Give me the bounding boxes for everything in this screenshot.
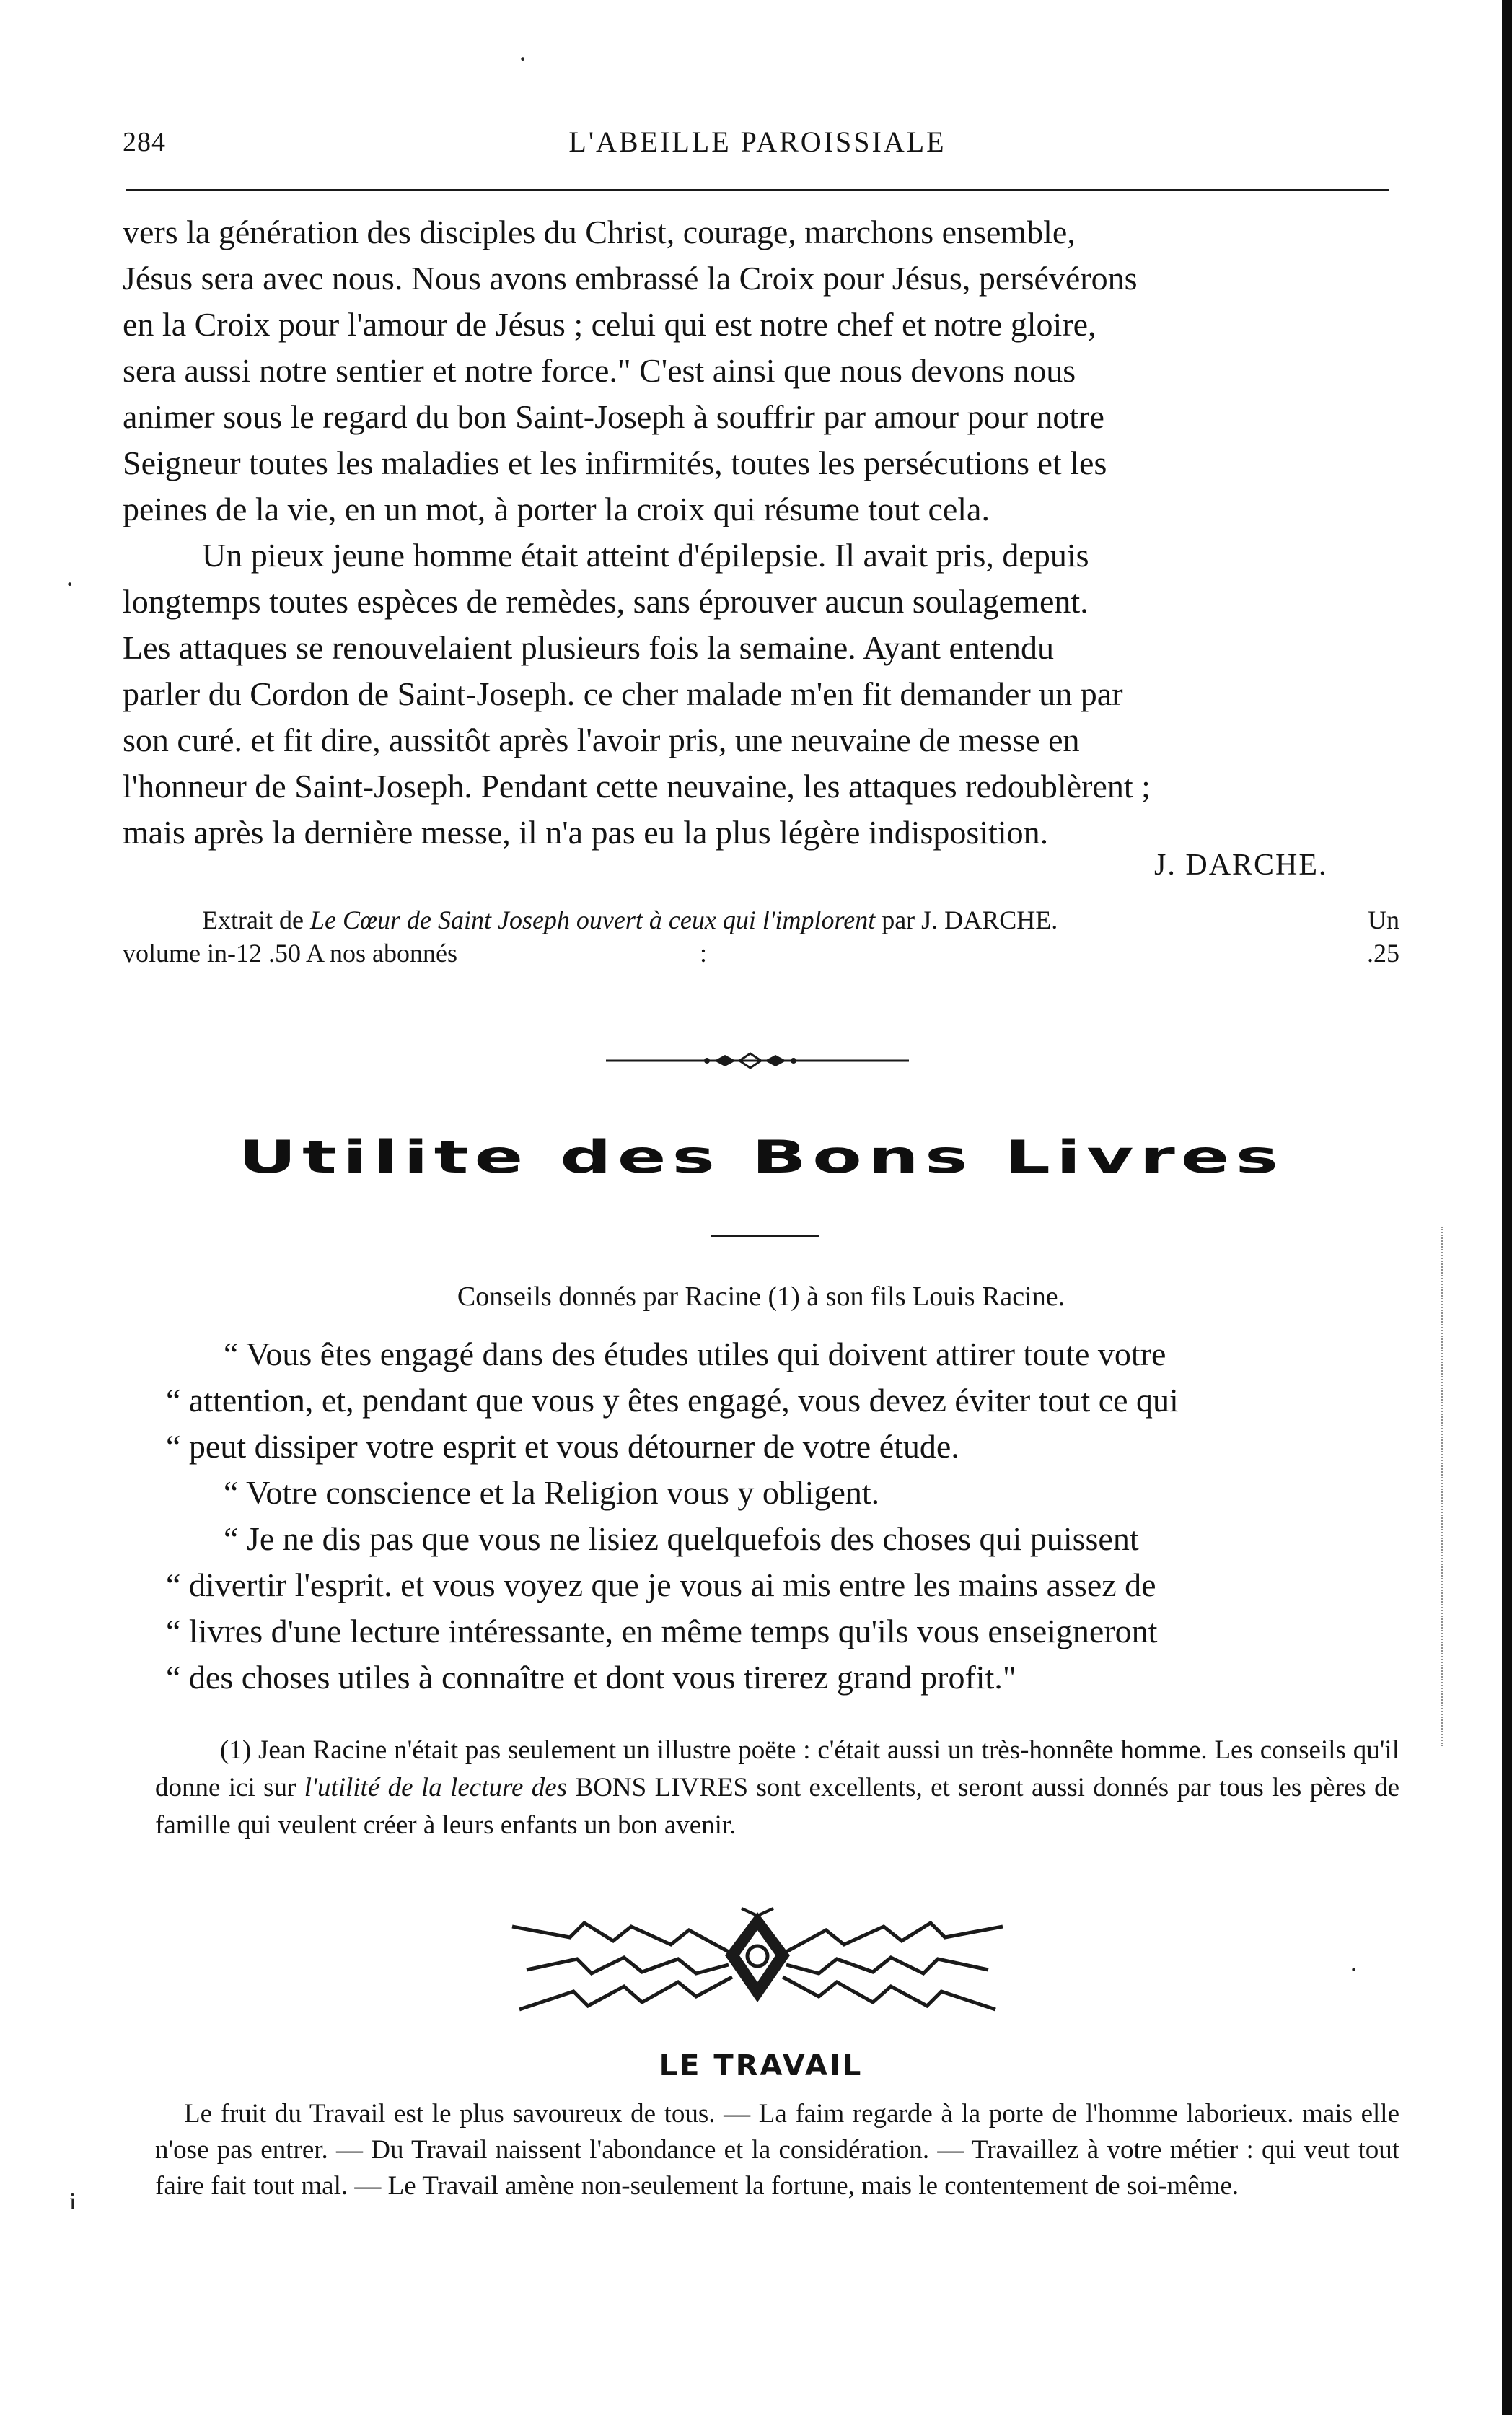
footnote-text: sont excellents, et seront aussi donnés par tous les pères de famille qui veulent créer à leurs enfants un bon avenir. (155, 1773, 1400, 1840)
ink-speck: i (69, 2188, 76, 2215)
racine-quote (123, 1331, 1407, 1701)
text-line: peines de la vie, en un mot, à porter la croix qui résume tout cela. (123, 491, 990, 527)
text-line: mais après la dernière messe, il n'a pas eu la plus légère indisposition. (123, 814, 1049, 851)
section-subtitle: Conseils donnés par Racine (1) à son fils Louis Racine. (457, 1281, 1065, 1312)
running-title: L'ABEILLE PAROISSIALE (568, 126, 946, 158)
extract-prefix: Extrait de (202, 906, 310, 934)
text-line: parler du Cordon de Saint-Joseph. ce cher malade m'en fit demander un par (123, 675, 1123, 712)
text-line: vers la génération des disciples du Christ, courage, marchons ensemble, (123, 214, 1076, 250)
section-title (123, 1115, 1399, 1199)
page-number: 284 (123, 127, 166, 157)
title-underline (711, 1235, 819, 1237)
text-line: Seigneur toutes les maladies et les infirmités, toutes les persécutions et les (123, 444, 1107, 481)
le-travail-paragraph: Le fruit du Travail est le plus savoureux de tous. — La faim regarde à la porte de l'homme laborieux. mais elle n'ose pas entrer. — Du Travail naissent l'abondance et la considération. — Travaillez à votre métier : qui veut tout faire fait tout mal. — Le Travail amène non-seulement la fortune, mais le contentement de soi-même. (155, 2099, 1399, 2201)
text-line: Un pieux jeune homme était atteint d'épilepsie. Il avait pris, depuis (202, 537, 1089, 574)
text-line: sera aussi notre sentier et notre force." C'est ainsi que nous devons nous (123, 352, 1076, 389)
quote-line: “ Votre conscience et la Religion vous y obligent. (224, 1474, 880, 1511)
book-extract-note (123, 903, 1399, 970)
page-edge-shadow (1502, 0, 1512, 2415)
quote-line: “ Vous êtes engagé dans des études utiles qui doivent attirer toute votre (224, 1336, 1166, 1372)
quote-line: “ peut dissiper votre esprit et vous détourner de votre étude. (166, 1428, 959, 1465)
lightning-ornament (505, 1901, 1010, 2017)
quote-line: “ attention, et, pendant que vous y êtes engagé, vous devez éviter tout ce qui (166, 1382, 1179, 1419)
header-rule (126, 189, 1389, 191)
footnote-text: L (646, 1773, 672, 1802)
text-line: l'honneur de Saint-Joseph. Pendant cette neuvaine, les attaques redoublèrent ; (123, 768, 1151, 805)
text-line: Jésus sera avec nous. Nous avons embrassé la Croix pour Jésus, persévérons (123, 260, 1138, 297)
section-title-text: Utilite des Bons Livres (237, 1131, 1285, 1183)
extract-line-1 (123, 903, 1399, 937)
author-signature (1154, 848, 1328, 882)
extract-colon: : (700, 939, 708, 968)
ink-speck: · (65, 568, 75, 600)
ink-speck: · (1349, 1953, 1359, 1986)
footnote (155, 1732, 1399, 1844)
signature-initial: J. D (1154, 849, 1209, 882)
text-line: longtemps toutes espèces de remèdes, sans éprouver aucun soulagement. (123, 583, 1089, 620)
footnote-smallcaps: ONS (593, 1773, 647, 1802)
ink-speck: · (518, 43, 528, 75)
footnote-smallcaps: IVRES (671, 1773, 749, 1802)
quote-line: “ divertir l'esprit. et vous voyez que je vous ai mis entre les mains assez de (166, 1566, 1156, 1603)
quote-line: “ livres d'une lecture intéressante, en même temps qu'ils vous enseigneront (166, 1613, 1158, 1649)
quote-line: “ des choses utiles à connaître et dont vous tirerez grand profit." (166, 1659, 1016, 1696)
article-saint-joseph (123, 209, 1399, 856)
page-header (123, 119, 1392, 170)
footnote-paragraph (155, 1732, 1399, 1844)
signature-rest: ARCHE. (1208, 849, 1328, 882)
extract-author: ARCHE. (963, 906, 1058, 934)
extract-right-bottom: .25 (1367, 939, 1399, 968)
book-title: Le Cœur de Saint Joseph ouvert à ceux qui l'implorent (309, 906, 876, 934)
binding-dots (1439, 1227, 1443, 1746)
section-divider-ornament (606, 1050, 909, 1071)
text-line: animer sous le regard du bon Saint-Joseph à souffrir par amour pour notre (123, 398, 1104, 435)
text-line: Les attaques se renouvelaient plusieurs fois la semaine. Ayant entendu (123, 629, 1055, 666)
text-line: son curé. et fit dire, aussitôt après l'avoir pris, une neuvaine de messe en (123, 722, 1080, 758)
footnote-text: (1) Jean Racine n'était pas seulement un illustre poëte : c'était aussi un très-honnête homme. Les conseils qu'il donne ici sur (155, 1735, 1399, 1802)
text-line: en la Croix pour l'amour de Jésus ; celui qui est notre chef et notre gloire, (123, 306, 1096, 343)
extract-by: par J. D (875, 906, 964, 934)
le-travail-title: LE TRAVAIL (659, 2049, 863, 2082)
le-travail-text (155, 2096, 1399, 2204)
footnote-italic: l'utilité de la lecture des (304, 1773, 568, 1802)
quote-line: “ Je ne dis pas que vous ne lisiez quelquefois des choses qui puissent (224, 1520, 1139, 1557)
extract-line-2 (123, 937, 1399, 970)
extract-right-top: Un (1368, 906, 1399, 934)
extract-price-line: volume in-12 .50 A nos abonnés (123, 939, 457, 968)
footnote-text: B (567, 1773, 594, 1802)
